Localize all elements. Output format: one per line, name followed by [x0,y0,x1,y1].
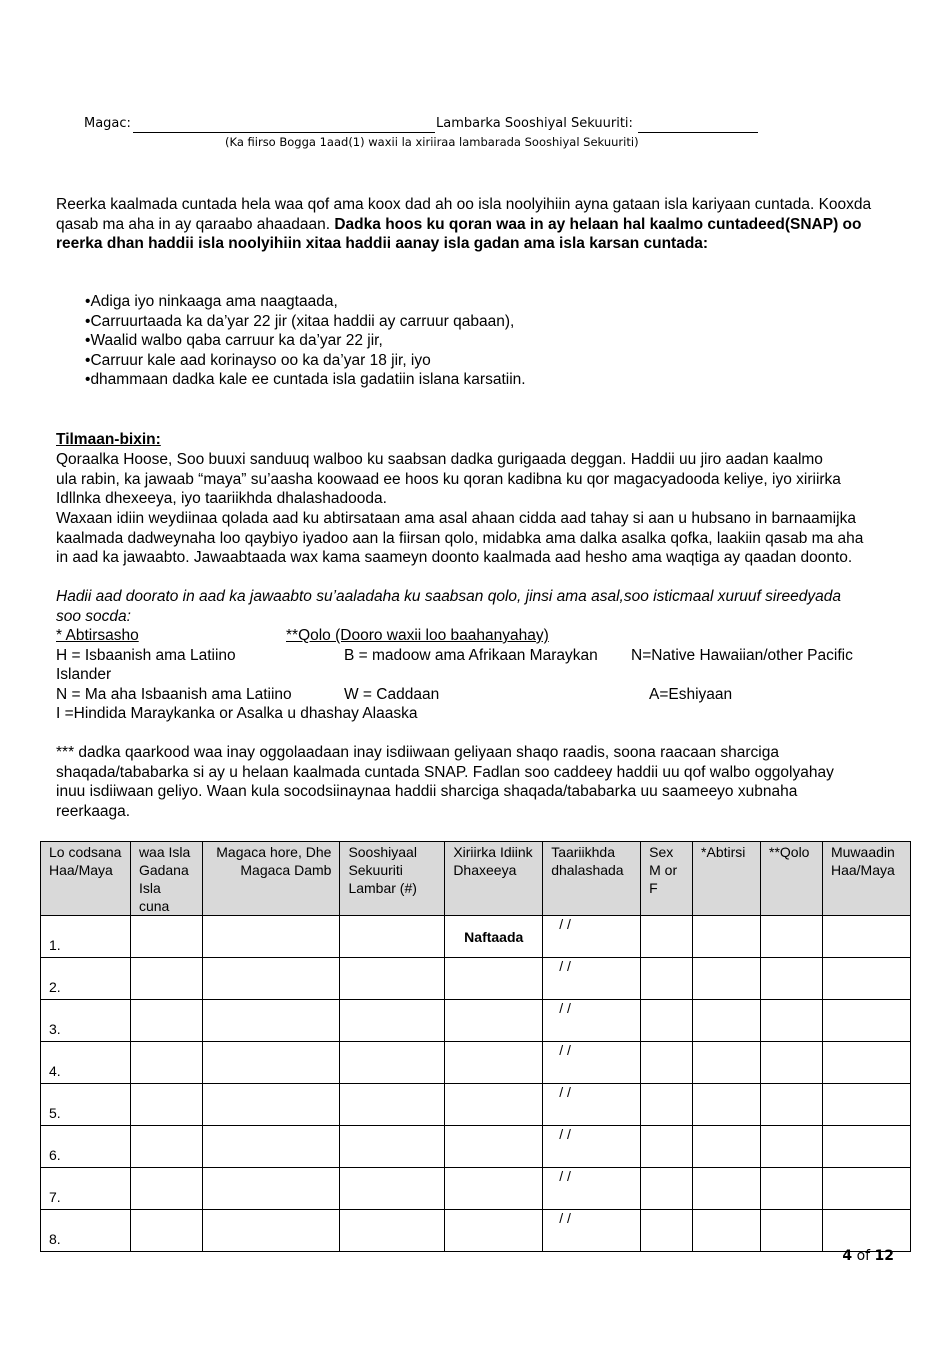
cell-ssn[interactable] [340,1000,445,1042]
cell-name[interactable] [202,916,340,958]
intro-text: Reerka kaalmada cuntada hela waa qof ama koox dad ah oo isla noolyihiin ayna gataan isla kariyaan cuntada. Kooxda qasab ma aha in ay qaraabo ahaadaan. [56,196,872,233]
cell-race[interactable] [761,1210,823,1252]
cell-relationship-self: Naftaada [445,916,543,958]
cell-sex[interactable] [641,1126,693,1168]
col-name: Magaca hore, Dhe Magaca Damb [202,842,340,916]
row-number: 8. [41,1210,131,1252]
table-row [41,1210,911,1252]
cell-buy-eat[interactable] [130,1042,202,1084]
cell-citizen[interactable] [822,1168,910,1210]
work-registration-note: *** dadka qaarkood waa inay oggolaadaan inay isdiiwaan geliyaan shaqo raadis, soona raacaan sharciga shaqada/tababarka si ay u helaan kaalmada cuntada SNAP. Fadlan soo caddeey haddii uu qof walbo oggolyahay inuu isdiiwaan geliyo. Waan kula socodsiinaynaa haddii sharciga shaqada/tababarka uu saameeyo xubnaha reerkaaga. [56,744,834,820]
cell-buy-eat[interactable] [130,1126,202,1168]
cell-buy-eat[interactable] [130,958,202,1000]
code-native: N=Native Hawaiian/other Pacific [631,647,853,664]
cell-citizen[interactable] [822,1000,910,1042]
cell-relationship[interactable] [445,1126,543,1168]
cell-relationship[interactable] [445,1042,543,1084]
household-members-list [85,292,526,390]
page-current: 4 [842,1248,853,1264]
cell-sex[interactable] [641,1000,693,1042]
page-number [842,1248,894,1264]
list-item: • Waalid walbo qaba carruur ka da’yar 22 jir, [85,331,526,351]
cell-ssn[interactable] [340,958,445,1000]
cell-ethnicity[interactable] [693,1042,761,1084]
abtirsasho-heading: * Abtirsasho [56,627,139,644]
cell-birth-date[interactable]: / / [543,1210,641,1252]
page-total: 12 [874,1248,894,1264]
code-n: N = Ma aha Isbaanish ama Latiino [56,686,292,703]
cell-sex[interactable] [641,1168,693,1210]
ssn-note: (Ka fiirso Bogga 1aad(1) waxii la xiriiraa lambarada Sooshiyal Sekuuriti) [225,135,639,149]
cell-relationship[interactable] [445,1000,543,1042]
cell-sex[interactable] [641,1084,693,1126]
table-row [41,1042,911,1084]
cell-citizen[interactable] [822,1210,910,1252]
cell-citizen[interactable] [822,1084,910,1126]
col-sex: Sex M or F [641,842,693,916]
cell-birth-date[interactable]: / / [543,958,641,1000]
cell-birth-date[interactable]: / / [543,1084,641,1126]
cell-name[interactable] [202,1210,340,1252]
cell-ssn[interactable] [340,1084,445,1126]
name-label: Magac: [84,116,131,131]
intro-paragraph [56,195,896,254]
intro-bold-text: Dadka hoos ku qoran waa in ay helaan hal kaalmo cuntadeed(SNAP) oo reerka dhan haddii isla noolyihiin xitaa haddii aanay isla gadan ama isla karsan cuntada: [56,215,862,253]
cell-relationship[interactable] [445,1210,543,1252]
cell-ssn[interactable] [340,916,445,958]
cell-relationship[interactable] [445,1084,543,1126]
cell-ethnicity[interactable] [693,1126,761,1168]
cell-citizen[interactable] [822,958,910,1000]
col-birth-date: Taariikhda dhalashada [543,842,641,916]
cell-relationship[interactable] [445,958,543,1000]
row-number: 6. [41,1126,131,1168]
row-number: 2. [41,958,131,1000]
col-buy-eat-together: waa Isla Gadana Isla cuna [130,842,202,916]
table-row [41,1084,911,1126]
cell-race[interactable] [761,1168,823,1210]
codes-intro: Hadii aad doorato in aad ka jawaabto su’aaladaha ku saabsan qolo, jinsi ama asal,soo isticmaal xuruuf sireedyada soo socda: [56,588,841,625]
list-item: • Adiga iyo ninkaaga ama naagtaada, [85,292,526,312]
row-number: 7. [41,1168,131,1210]
table-header-row [41,842,911,916]
cell-name[interactable] [202,1084,340,1126]
cell-sex[interactable] [641,1210,693,1252]
ssn-label: Lambarka Sooshiyal Sekuuriti: [436,116,633,131]
col-race: **Qolo [761,842,823,916]
col-relationship: Xiriirka Idiink Dhaxeeya [445,842,543,916]
cell-buy-eat[interactable] [130,1168,202,1210]
code-a: A=Eshiyaan [649,686,733,703]
table-row [41,1168,911,1210]
code-i: I =Hindida Maraykanka or Asalka u dhashay Alaaska [56,705,418,722]
cell-birth-date[interactable]: / / [543,1168,641,1210]
cell-name[interactable] [202,1042,340,1084]
cell-race[interactable] [761,1126,823,1168]
code-b: B = madoow ama Afrikaan Maraykan [344,647,598,664]
name-field[interactable] [133,132,435,133]
col-ethnicity: *Abtirsi [693,842,761,916]
list-item: • Carruurtaada ka da’yar 22 jir (xitaa haddii ay carruur qabaan), [85,312,526,332]
cell-race[interactable] [761,916,823,958]
cell-ssn[interactable] [340,1210,445,1252]
cell-ethnicity[interactable] [693,916,761,958]
table-row [41,1126,911,1168]
table-row [41,958,911,1000]
cell-race[interactable] [761,958,823,1000]
page-of: of [856,1248,871,1264]
cell-buy-eat[interactable] [130,1084,202,1126]
cell-sex[interactable] [641,916,693,958]
code-w: W = Caddaan [344,686,440,703]
cell-ethnicity[interactable] [693,1210,761,1252]
table-row [41,1000,911,1042]
cell-ssn[interactable] [340,1042,445,1084]
cell-buy-eat[interactable] [130,916,202,958]
cell-name[interactable] [202,1000,340,1042]
col-applying: Lo codsana Haa/Maya [41,842,131,916]
col-ssn: Sooshiyaal Sekuuriti Lambar (#) [340,842,445,916]
row-number: 1. [41,916,131,958]
ssn-field[interactable] [638,132,758,133]
list-item: • dhammaan dadka kale ee cuntada isla gadatiin islana karsatiin. [85,370,526,390]
row-number: 4. [41,1042,131,1084]
code-h: H = Isbaanish ama Latiino [56,647,236,664]
cell-name[interactable] [202,1126,340,1168]
cell-ethnicity[interactable] [693,1084,761,1126]
cell-relationship[interactable] [445,1168,543,1210]
list-item: • Carruur kale aad korinayso oo ka da’yar 18 jir, iyo [85,351,526,371]
cell-ssn[interactable] [340,1126,445,1168]
cell-citizen[interactable] [822,916,910,958]
col-citizen: Muwaadin Haa/Maya [822,842,910,916]
household-table [40,841,911,1252]
cell-citizen[interactable] [822,1042,910,1084]
cell-sex[interactable] [641,958,693,1000]
qolo-heading: **Qolo (Dooro waxii loo baahanyahay) [286,627,549,644]
cell-birth-date[interactable]: / / [543,916,641,958]
code-islander: Islander [56,666,112,683]
row-number: 3. [41,1000,131,1042]
instructions-heading: Tilmaan-bixin: [56,431,161,448]
cell-ethnicity[interactable] [693,958,761,1000]
cell-birth-date[interactable]: / / [543,1000,641,1042]
cell-birth-date[interactable]: / / [543,1126,641,1168]
cell-ethnicity[interactable] [693,1168,761,1210]
cell-race[interactable] [761,1084,823,1126]
cell-name[interactable] [202,1168,340,1210]
ethnicity-paragraph: Waxaan idiin weydiinaa qolada aad ku abtirsataan ama asal ahaan cidda aad tahay si aan u hubsano in barnaamijka kaalmada dadweynaha loo qaybiyo iyadoo aan la fiirsan qolo, midabka ama dalka asalka qofka, laakiin qasab ma aha in aad ka jawaabto. Jawaabtaada wax kama saameyn doonto kaalmada aad hesho ama waqtiga ay qaadan doonto. [56,510,864,567]
instructions-paragraph: Qoraalka Hoose, Soo buuxi sanduuq walboo ku saabsan dadka gurigaada deggan. Haddii uu jiro aadan kaalmo ula rabin, ka jawaab “maya” su’aasha koowaad ee hoos ku qoran kadibna ku qor magacyadooda keliye, iyo xiriirka Idllnka dhexeeya, iyo taariikhda dhalashadooda. [56,451,841,508]
cell-citizen[interactable] [822,1126,910,1168]
cell-sex[interactable] [641,1042,693,1084]
cell-birth-date[interactable]: / / [543,1042,641,1084]
cell-race[interactable] [761,1042,823,1084]
cell-race[interactable] [761,1000,823,1042]
cell-ssn[interactable] [340,1168,445,1210]
row-number: 5. [41,1084,131,1126]
cell-buy-eat[interactable] [130,1210,202,1252]
cell-name[interactable] [202,958,340,1000]
table-row [41,916,911,958]
cell-buy-eat[interactable] [130,1000,202,1042]
cell-ethnicity[interactable] [693,1000,761,1042]
